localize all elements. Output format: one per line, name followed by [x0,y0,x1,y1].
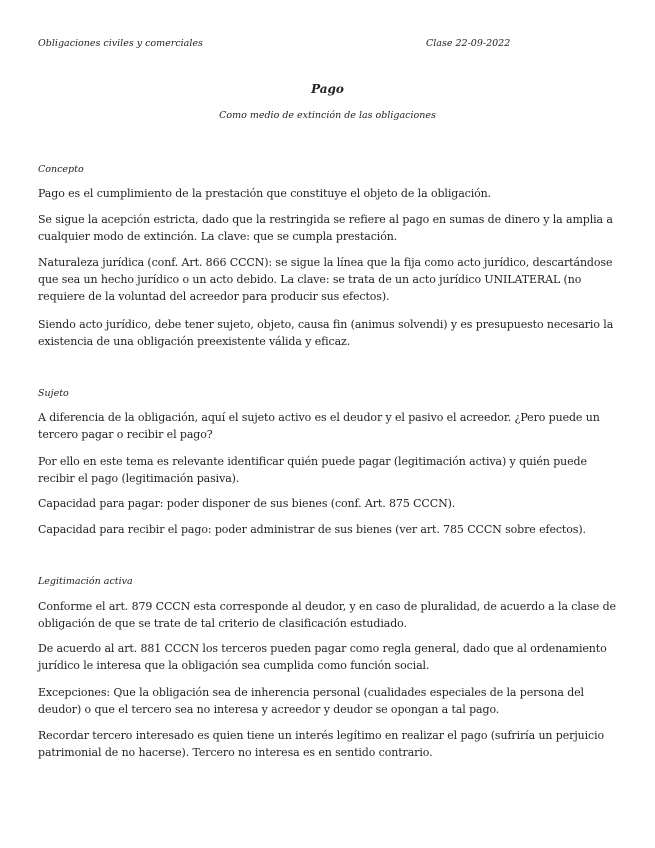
paragraph: Se sigue la acepción estricta, dado que la restringida se refiere al pago en sumas de dinero y la amplia a cualquier modo de extinción. La clave: que se cumpla prestación. [38,213,613,243]
paragraph: Conforme el art. 879 CCCN esta corresponde al deudor, y en caso de pluralidad, de acuerdo a la clase de obligación de que se trate de tal criterio de clasificación estudiado. [38,600,616,630]
paragraph: Naturaleza jurídica (conf. Art. 866 CCCN): se sigue la línea que la fija como acto jurídico, descartándose que sea un hecho jurídico o un acto debido. La clave: se trata de un acto jurídico UNILATERAL (no requiere de la voluntad del acreedor para producir sus efectos). [38,256,613,303]
paragraph: Capacidad para recibir el pago: poder administrar de sus bienes (ver art. 785 CCCN sobre efectos). [38,523,586,536]
section-label-concepto: Concepto [38,164,84,175]
page-header [38,38,615,54]
paragraph: Capacidad para pagar: poder disponer de sus bienes (conf. Art. 875 CCCN). [38,497,456,510]
class-date: Clase 22-09-2022 [426,38,511,49]
paragraph: Recordar tercero interesado es quien tiene un interés legítimo en realizar el pago (sufriría un perjuicio patrimonial de no hacerse). Tercero no interesa es en sentido contrario. [38,729,605,759]
section-label-legitimacion-activa: Legitimación activa [38,576,133,587]
paragraph: A diferencia de la obligación, aquí el sujeto activo es el deudor y el pasivo el acreedor. ¿Pero puede un tercero pagar o recibir el pago? [38,411,600,441]
section-label-sujeto: Sujeto [38,388,69,399]
document-title: Pago [311,82,344,96]
paragraph: Siendo acto jurídico, debe tener sujeto, objeto, causa fin (animus solvendi) y es presupuesto necesario la existencia de una obligación preexistente válida y eficaz. [38,318,614,348]
document-subtitle: Como medio de extinción de las obligaciones [219,110,436,121]
course-name: Obligaciones civiles y comerciales [38,38,203,49]
paragraph: Pago es el cumplimiento de la prestación que constituye el objeto de la obligación. [38,187,492,200]
paragraph: De acuerdo al art. 881 CCCN los terceros pueden pagar como regla general, dado que al ordenamiento jurídico le interesa que la obligación sea cumplida como función social. [38,642,607,672]
paragraph: Por ello en este tema es relevante identificar quién puede pagar (legitimación activa) y quién puede recibir el pago (legitimación pasiva). [38,455,587,485]
paragraph: Excepciones: Que la obligación sea de inherencia personal (cualidades especiales de la persona del deudor) o que el tercero sea no interesa y acreedor y deudor se opongan a tal pago. [38,686,584,716]
